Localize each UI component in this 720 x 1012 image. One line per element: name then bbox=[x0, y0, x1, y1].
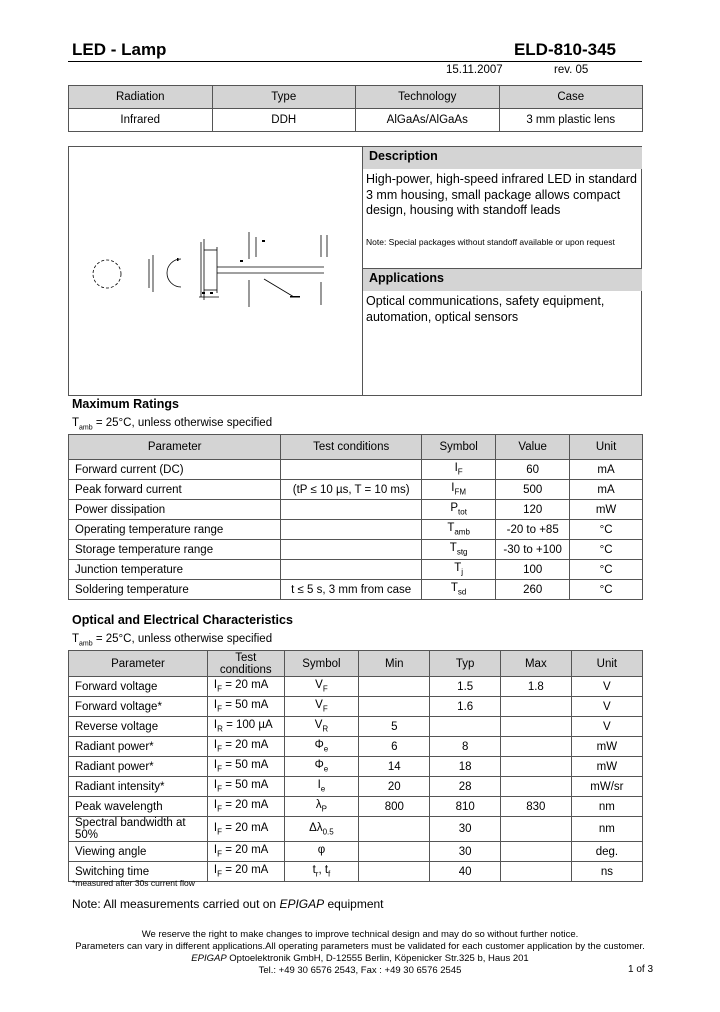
disclaimer-line: Parameters can vary in different applications.All operating parameters must be validated for each customer application by the customer. bbox=[75, 941, 645, 952]
cond-subscript: F bbox=[217, 704, 222, 714]
condition-cell bbox=[207, 777, 284, 797]
typ-cell: 810 bbox=[430, 797, 500, 817]
symbol-cell bbox=[284, 817, 359, 842]
unit-cell: mW bbox=[570, 500, 643, 520]
cond-value: = 20 mA bbox=[222, 864, 269, 877]
unit-cell: ns bbox=[571, 862, 642, 882]
cond-value: = 20 mA bbox=[222, 844, 269, 857]
cond-value: = 20 mA bbox=[222, 821, 269, 834]
max-ratings-header: Parameter bbox=[69, 435, 281, 460]
min-cell: 14 bbox=[359, 757, 430, 777]
package-outline-drawing bbox=[69, 147, 362, 395]
symbol-subscript: sd bbox=[457, 587, 467, 597]
table-row bbox=[69, 520, 643, 540]
param-cell: Operating temperature range bbox=[69, 520, 281, 540]
param-cell: Peak wavelength bbox=[69, 797, 208, 817]
note-brand: EPIGAP bbox=[279, 897, 325, 911]
unit-cell: V bbox=[571, 677, 642, 697]
symbol-main: Δλ bbox=[309, 821, 323, 834]
condition-cell bbox=[207, 717, 284, 737]
summary-table bbox=[68, 85, 643, 132]
header-divider bbox=[68, 61, 642, 62]
symbol-second-subscript: f bbox=[328, 869, 331, 879]
optical-header: Min bbox=[359, 651, 430, 677]
table-row bbox=[69, 480, 643, 500]
value-cell: -20 to +85 bbox=[496, 520, 570, 540]
value-cell: 260 bbox=[496, 580, 570, 600]
symbol-main: φ bbox=[317, 844, 326, 857]
symbol-subscript: FM bbox=[454, 487, 467, 497]
applications-heading: Applications bbox=[363, 269, 642, 291]
symbol-subscript: P bbox=[321, 804, 327, 814]
symbol-subscript: j bbox=[461, 567, 464, 577]
condition-cell bbox=[207, 842, 284, 862]
param-cell: Radiant intensity* bbox=[69, 777, 208, 797]
symbol-main: I bbox=[454, 462, 458, 475]
cond-text: = 25°C, unless otherwise specified bbox=[92, 417, 273, 429]
condition-cell bbox=[281, 560, 422, 580]
cond-subscript: F bbox=[217, 804, 222, 814]
document-date: 15.11.2007 bbox=[446, 64, 503, 76]
cond-subscript: amb bbox=[79, 424, 93, 432]
cond-value: = 20 mA bbox=[222, 739, 269, 752]
condition-cell bbox=[281, 540, 422, 560]
condition-cell bbox=[207, 757, 284, 777]
summary-header: Radiation bbox=[69, 86, 213, 109]
document-revision: rev. 05 bbox=[554, 64, 589, 76]
symbol-main: V bbox=[315, 679, 323, 692]
max-ratings-condition bbox=[72, 417, 272, 431]
symbol-subscript: F bbox=[322, 684, 328, 694]
table-row bbox=[69, 560, 643, 580]
table-row bbox=[69, 580, 643, 600]
symbol-cell bbox=[422, 480, 496, 500]
unit-cell: mW/sr bbox=[571, 777, 642, 797]
summary-header-row bbox=[69, 86, 643, 109]
param-cell: Reverse voltage bbox=[69, 717, 208, 737]
table-row bbox=[69, 817, 643, 842]
symbol-subscript: e bbox=[323, 764, 329, 774]
cond-symbol: I bbox=[213, 759, 218, 772]
cond-symbol: I bbox=[213, 799, 218, 812]
table-row bbox=[69, 717, 643, 737]
summary-value-row bbox=[69, 109, 643, 132]
applications-section bbox=[363, 268, 642, 325]
symbol-main: T bbox=[449, 542, 457, 555]
cond-value: = 50 mA bbox=[222, 779, 269, 792]
max-ratings-heading: Maximum Ratings bbox=[72, 397, 179, 411]
symbol-subscript: F bbox=[322, 704, 328, 714]
company-address bbox=[0, 953, 720, 964]
cond-symbol: I bbox=[213, 739, 218, 752]
symbol-cell bbox=[422, 460, 496, 480]
cond-subscript: R bbox=[217, 724, 223, 734]
param-cell: Soldering temperature bbox=[69, 580, 281, 600]
symbol-cell bbox=[284, 717, 359, 737]
symbol-main: I bbox=[317, 779, 321, 792]
cond-value: = 20 mA bbox=[222, 679, 269, 692]
unit-cell: V bbox=[571, 717, 642, 737]
part-number: ELD-810-345 bbox=[513, 40, 616, 59]
max-cell: 1.8 bbox=[500, 677, 571, 697]
symbol-subscript: amb bbox=[454, 527, 470, 537]
optical-table bbox=[68, 650, 643, 882]
param-cell: Storage temperature range bbox=[69, 540, 281, 560]
condition-cell bbox=[207, 817, 284, 842]
param-cell: Power dissipation bbox=[69, 500, 281, 520]
min-cell: 800 bbox=[359, 797, 430, 817]
cond-symbol: I bbox=[213, 719, 218, 732]
symbol-subscript: R bbox=[322, 724, 329, 734]
description-note: Note: Special packages without standoff available or upon request bbox=[366, 236, 615, 247]
condition-cell bbox=[281, 500, 422, 520]
condition-cell bbox=[281, 460, 422, 480]
param-cell: Forward voltage bbox=[69, 677, 208, 697]
param-cell: Switching time bbox=[69, 862, 208, 882]
symbol-subscript: e bbox=[323, 744, 329, 754]
page-title: LED - Lamp bbox=[72, 40, 167, 59]
disclaimer-line: We reserve the right to make changes to improve technical design and may do so without further notice. bbox=[141, 929, 579, 940]
typ-cell: 40 bbox=[430, 862, 500, 882]
page-number: 1 of 3 bbox=[628, 964, 654, 975]
symbol-main: I bbox=[451, 482, 455, 495]
max-ratings-body bbox=[69, 460, 643, 600]
condition-cell bbox=[207, 737, 284, 757]
symbol-cell bbox=[284, 677, 359, 697]
max-cell bbox=[500, 757, 571, 777]
max-cell: 830 bbox=[500, 797, 571, 817]
table-row bbox=[69, 540, 643, 560]
cond-subscript: F bbox=[217, 827, 222, 837]
table-row bbox=[69, 842, 643, 862]
summary-header: Case bbox=[499, 86, 643, 109]
table-row bbox=[69, 797, 643, 817]
symbol-main: P bbox=[450, 502, 459, 515]
optical-condition bbox=[72, 633, 272, 647]
optical-header-row bbox=[69, 651, 643, 677]
symbol-cell bbox=[284, 737, 359, 757]
symbol-subscript: 0.5 bbox=[322, 827, 334, 837]
param-cell: Forward voltage* bbox=[69, 697, 208, 717]
min-cell bbox=[359, 817, 430, 842]
value-cell: 120 bbox=[496, 500, 570, 520]
value-cell: -30 to +100 bbox=[496, 540, 570, 560]
footnote: *measured after 30s current flow bbox=[72, 878, 195, 888]
min-cell: 20 bbox=[359, 777, 430, 797]
table-row bbox=[69, 757, 643, 777]
symbol-main: Φ bbox=[314, 739, 324, 752]
cond-symbol: T bbox=[72, 417, 80, 429]
min-cell bbox=[359, 862, 430, 882]
cond-symbol: I bbox=[213, 779, 218, 792]
param-cell: Forward current (DC) bbox=[69, 460, 281, 480]
param-cell: Radiant power* bbox=[69, 757, 208, 777]
condition-cell: (tP ≤ 10 µs, T = 10 ms) bbox=[281, 480, 422, 500]
unit-cell: mW bbox=[571, 757, 642, 777]
max-ratings-header: Test conditions bbox=[281, 435, 422, 460]
optical-body bbox=[69, 677, 643, 882]
optical-header: Test conditions bbox=[207, 651, 284, 677]
unit-cell: °C bbox=[570, 580, 643, 600]
max-cell bbox=[500, 717, 571, 737]
company-contact: Tel.: +49 30 6576 2543, Fax : +49 30 6576 2545 bbox=[258, 965, 462, 976]
description-text: High-power, high-speed infrared LED in standard 3 mm housing, small package allows compact design, housing with standoff leads bbox=[366, 172, 637, 217]
symbol-subscript: F bbox=[457, 467, 463, 477]
optical-header: Unit bbox=[571, 651, 642, 677]
symbol-cell bbox=[284, 862, 359, 882]
symbol-subscript: stg bbox=[456, 547, 468, 557]
cond-subscript: amb bbox=[79, 640, 93, 648]
max-ratings-header: Symbol bbox=[422, 435, 496, 460]
symbol-main: λ bbox=[315, 799, 322, 812]
min-cell bbox=[359, 697, 430, 717]
unit-cell: °C bbox=[570, 560, 643, 580]
symbol-cell bbox=[422, 580, 496, 600]
cond-symbol: I bbox=[213, 864, 218, 877]
unit-cell: °C bbox=[570, 520, 643, 540]
condition-cell bbox=[207, 677, 284, 697]
typ-cell: 1.5 bbox=[430, 677, 500, 697]
max-ratings-header: Value bbox=[496, 435, 570, 460]
value-cell: 100 bbox=[496, 560, 570, 580]
company-brand: EPIGAP bbox=[191, 953, 227, 964]
table-row bbox=[69, 777, 643, 797]
symbol-cell bbox=[284, 797, 359, 817]
symbol-main: T bbox=[447, 522, 455, 535]
symbol-cell bbox=[284, 842, 359, 862]
symbol-main: T bbox=[454, 562, 462, 575]
symbol-main: T bbox=[450, 582, 458, 595]
min-cell bbox=[359, 677, 430, 697]
table-row bbox=[69, 697, 643, 717]
table-row bbox=[69, 460, 643, 480]
symbol-cell bbox=[284, 697, 359, 717]
description-section bbox=[363, 147, 642, 247]
unit-cell: mW bbox=[571, 737, 642, 757]
max-ratings-header: Unit bbox=[570, 435, 643, 460]
cond-value: = 100 µA bbox=[222, 719, 273, 732]
param-cell: Spectral bandwidth at 50% bbox=[69, 817, 208, 842]
min-cell: 5 bbox=[359, 717, 430, 737]
unit-cell: nm bbox=[571, 797, 642, 817]
cond-text: = 25°C, unless otherwise specified bbox=[92, 633, 273, 645]
condition-cell: t ≤ 5 s, 3 mm from case bbox=[281, 580, 422, 600]
max-ratings-table bbox=[68, 434, 643, 600]
max-cell bbox=[500, 817, 571, 842]
typ-cell: 1.6 bbox=[430, 697, 500, 717]
symbol-cell bbox=[284, 777, 359, 797]
summary-value: 3 mm plastic lens bbox=[499, 109, 643, 132]
value-cell: 60 bbox=[496, 460, 570, 480]
optical-heading: Optical and Electrical Characteristics bbox=[72, 613, 293, 627]
cond-subscript: F bbox=[217, 784, 222, 794]
unit-cell: V bbox=[571, 697, 642, 717]
condition-cell bbox=[281, 520, 422, 540]
typ-cell: 18 bbox=[430, 757, 500, 777]
cond-value: = 50 mA bbox=[222, 699, 269, 712]
optical-header: Symbol bbox=[284, 651, 359, 677]
applications-text: Optical communications, safety equipment, automation, optical sensors bbox=[366, 294, 605, 324]
param-cell: Junction temperature bbox=[69, 560, 281, 580]
optical-header: Max bbox=[500, 651, 571, 677]
description-box bbox=[68, 146, 642, 396]
cond-value: = 20 mA bbox=[222, 799, 269, 812]
min-cell: 6 bbox=[359, 737, 430, 757]
table-row bbox=[69, 677, 643, 697]
cond-symbol: I bbox=[213, 679, 218, 692]
cond-symbol: I bbox=[213, 844, 218, 857]
symbol-main: V bbox=[314, 719, 323, 732]
unit-cell: mA bbox=[570, 460, 643, 480]
symbol-subscript: tot bbox=[458, 507, 467, 517]
typ-cell: 30 bbox=[430, 842, 500, 862]
table-row bbox=[69, 500, 643, 520]
symbol-cell bbox=[422, 540, 496, 560]
symbol-main: Φ bbox=[314, 759, 324, 772]
param-cell: Radiant power* bbox=[69, 737, 208, 757]
cond-symbol: I bbox=[213, 699, 218, 712]
param-cell: Peak forward current bbox=[69, 480, 281, 500]
summary-value: Infrared bbox=[69, 109, 213, 132]
max-cell bbox=[500, 842, 571, 862]
typ-cell bbox=[430, 717, 500, 737]
cond-subscript: F bbox=[217, 869, 222, 879]
summary-value: DDH bbox=[212, 109, 356, 132]
cond-value: = 50 mA bbox=[222, 759, 269, 772]
max-cell bbox=[500, 862, 571, 882]
typ-cell: 28 bbox=[430, 777, 500, 797]
symbol-cell bbox=[422, 500, 496, 520]
note-suffix: equipment bbox=[324, 897, 384, 911]
typ-cell: 8 bbox=[430, 737, 500, 757]
cond-subscript: F bbox=[217, 684, 222, 694]
package-drawing bbox=[69, 147, 363, 395]
unit-cell: mA bbox=[570, 480, 643, 500]
optical-header: Parameter bbox=[69, 651, 208, 677]
cond-symbol: I bbox=[213, 821, 218, 834]
max-cell bbox=[500, 697, 571, 717]
max-cell bbox=[500, 737, 571, 757]
cond-subscript: F bbox=[217, 744, 222, 754]
symbol-cell bbox=[422, 560, 496, 580]
cond-symbol: T bbox=[72, 633, 80, 645]
max-ratings-header-row bbox=[69, 435, 643, 460]
param-cell: Viewing angle bbox=[69, 842, 208, 862]
symbol-cell bbox=[422, 520, 496, 540]
condition-cell bbox=[207, 697, 284, 717]
condition-cell bbox=[207, 862, 284, 882]
address-text: Optoelektronik GmbH, D-12555 Berlin, Köpenicker Str.325 b, Haus 201 bbox=[226, 953, 529, 964]
min-cell bbox=[359, 842, 430, 862]
optical-header: Typ bbox=[430, 651, 500, 677]
symbol-cell bbox=[284, 757, 359, 777]
unit-cell: deg. bbox=[571, 842, 642, 862]
cond-subscript: F bbox=[217, 849, 222, 859]
unit-cell: °C bbox=[570, 540, 643, 560]
summary-value: AlGaAs/AlGaAs bbox=[356, 109, 500, 132]
table-row bbox=[69, 737, 643, 757]
note-prefix: Note: All measurements carried out on bbox=[72, 897, 280, 911]
unit-cell: nm bbox=[571, 817, 642, 842]
value-cell: 500 bbox=[496, 480, 570, 500]
measurement-note bbox=[72, 897, 384, 911]
typ-cell: 30 bbox=[430, 817, 500, 842]
summary-header: Technology bbox=[356, 86, 500, 109]
symbol-subscript: e bbox=[320, 784, 326, 794]
max-cell bbox=[500, 777, 571, 797]
condition-cell bbox=[207, 797, 284, 817]
summary-header: Type bbox=[212, 86, 356, 109]
cond-subscript: F bbox=[217, 764, 222, 774]
symbol-main: t bbox=[312, 864, 316, 877]
symbol-main: V bbox=[315, 699, 323, 712]
description-heading: Description bbox=[363, 147, 642, 169]
symbol-subscript: r bbox=[315, 869, 319, 879]
symbol-second: , t bbox=[318, 864, 329, 877]
